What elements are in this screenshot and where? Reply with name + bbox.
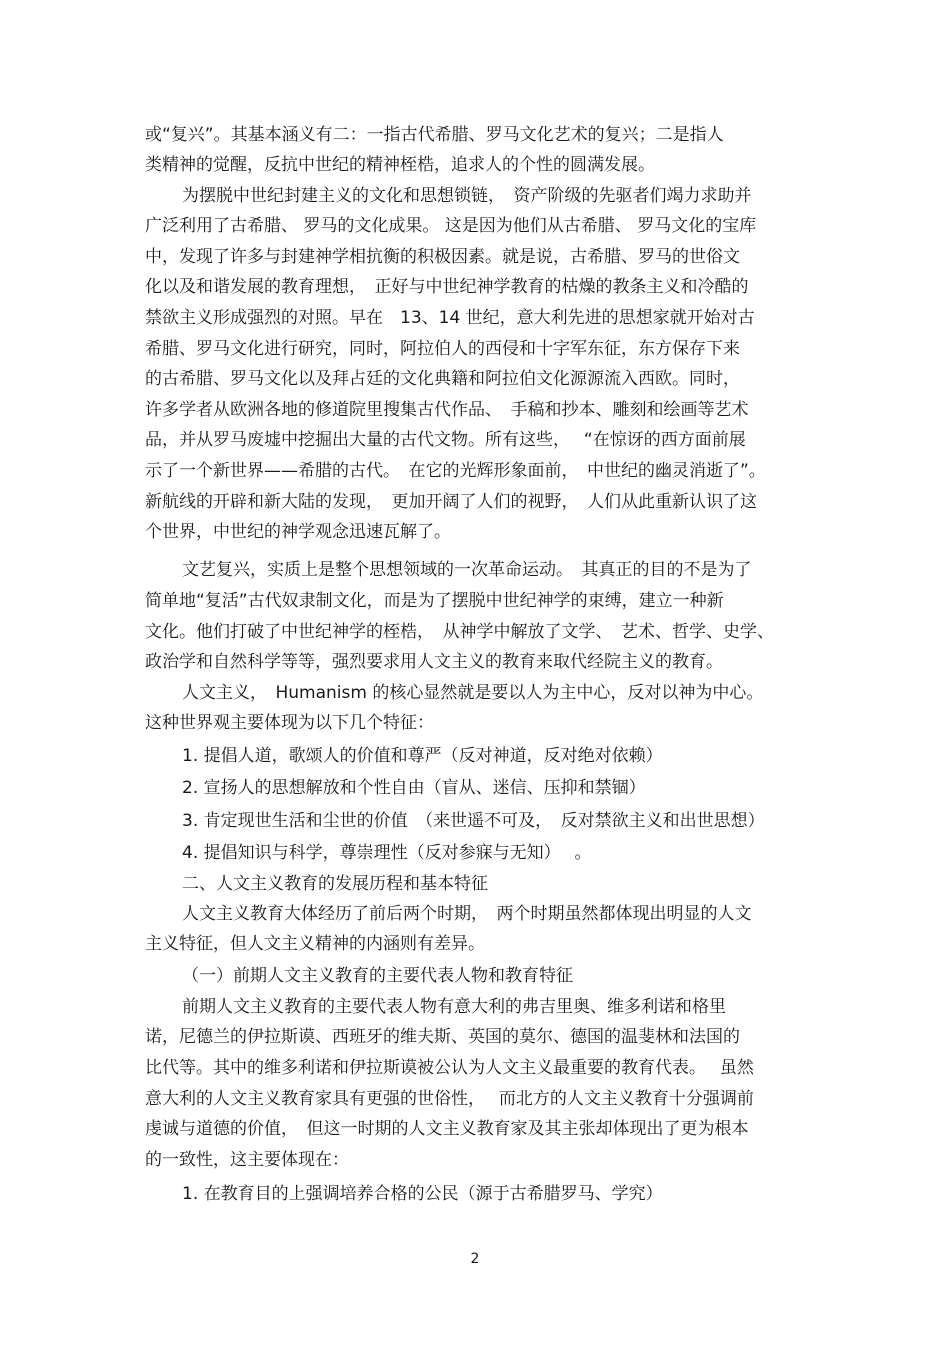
text-line: 类精神的觉醒，反抗中世纪的精神桎梏，追求人的个性的圆满发展。: [145, 155, 655, 175]
text-line: 这种世界观主要体现为以下几个特征：: [145, 713, 434, 733]
text-line: 的古希腊、罗马文化以及拜占廷的文化典籍和阿拉伯文化源源流入西欧。同时，: [145, 369, 740, 389]
text-line: 个世界，中世纪的神学观念迅速瓦解了。: [145, 522, 451, 542]
text-line: 示了一个新世界——希腊的古代。 在它的光辉形象面前， 中世纪的幽灵消逝了”。: [145, 461, 766, 481]
text-line: 虔诚与道德的价值， 但这一时期的人文主义教育家及其主张却体现出了更为根本: [145, 1119, 749, 1139]
page-number: 2: [470, 1251, 480, 1267]
text-line: 主义特征，但人文主义精神的内涵则有差异。: [145, 934, 485, 954]
section-heading: 二、人文主义教育的发展历程和基本特征: [182, 874, 488, 894]
text-line: 新航线的开辟和新大陆的发现， 更加开阔了人们的视野， 人们从此重新认识了这: [145, 492, 757, 512]
text-line: 希腊、罗马文化进行研究，同时，阿拉伯人的西侵和十字军东征，东方保存下来: [145, 339, 740, 359]
text-line: 或“复兴”。其基本涵义有二：一指古代希腊、罗马文化艺术的复兴；二是指人: [145, 125, 724, 145]
text-line: 简单地“复活”古代奴隶制文化，而是为了摆脱中世纪神学的束缚，建立一种新: [145, 591, 724, 611]
text-line: 品，并从罗马废墟中挖掘出大量的古代文物。所有这些， “在惊讶的西方面前展: [145, 430, 746, 450]
text-line: 人文主义， Humanism 的核心显然就是要以人为主中心，反对以神为中心。: [182, 683, 764, 703]
text-line: 广泛利用了古希腊、 罗马的文化成果。 这是因为他们从古希腊、 罗马文化的宝库: [145, 216, 757, 236]
text-line: 比代等。其中的维多利诺和伊拉斯谟被公认为人文主义最重要的教育代表。 虽然: [145, 1058, 754, 1078]
list-item: 1. 在教育目的上强调培养合格的公民（源于古希腊罗马、学究）: [182, 1184, 663, 1204]
text-line: 化以及和谐发展的教育理想， 正好与中世纪神学教育的枯燥的教条主义和冷酷的: [145, 277, 749, 297]
text-line: 意大利的人文主义教育家具有更强的世俗性， 而北方的人文主义教育十分强调前: [145, 1089, 754, 1109]
text-line: 禁欲主义形成强烈的对照。早在 13、14 世纪，意大利先进的思想家就开始对古: [145, 308, 755, 328]
subsection-heading: （一）前期人文主义教育的主要代表人物和教育特征: [182, 966, 573, 986]
text-line: 中，发现了许多与封建神学相抗衡的积极因素。就是说，古希腊、罗马的世俗文: [145, 247, 740, 267]
text-line: 前期人文主义教育的主要代表人物有意大利的弗吉里奥、维多利诺和格里: [182, 997, 726, 1017]
text-line: 政治学和自然科学等等，强烈要求用人文主义的教育来取代经院主义的教育。: [145, 652, 723, 672]
list-item: 1. 提倡人道，歌颂人的价值和尊严（反对神道，反对绝对依赖）: [182, 746, 663, 766]
text-line: 文化。他们打破了中世纪神学的桎梏， 从神学中解放了文学、 艺术、哲学、史学、: [145, 622, 774, 642]
text-line: 的一致性，这主要体现在：: [145, 1150, 349, 1170]
list-item: 4. 提倡知识与科学，尊崇理性（反对参寐与无知） 。: [182, 843, 592, 863]
text-line: 人文主义教育大体经历了前后两个时期， 两个时期虽然都体现出明显的人文: [182, 904, 752, 924]
text-line: 为摆脱中世纪封建主义的文化和思想锁链， 资产阶级的先驱者们竭力求助并: [182, 186, 752, 206]
text-line: 许多学者从欧洲各地的修道院里搜集古代作品、 手稿和抄本、雕刻和绘画等艺术: [145, 400, 749, 420]
text-line: 诺，尼德兰的伊拉斯谟、西班牙的维夫斯、英国的莫尔、德国的温斐林和法国的: [145, 1027, 740, 1047]
list-item: 2. 宣扬人的思想解放和个性自由（盲从、迷信、压抑和禁锢）: [182, 778, 646, 798]
text-line: 文艺复兴，实质上是整个思想领域的一次革命运动。 其真正的目的不是为了: [182, 560, 752, 580]
list-item: 3. 肯定现世生活和尘世的价值 （来世遥不可及， 反对禁欲主义和出世思想）: [182, 811, 765, 831]
